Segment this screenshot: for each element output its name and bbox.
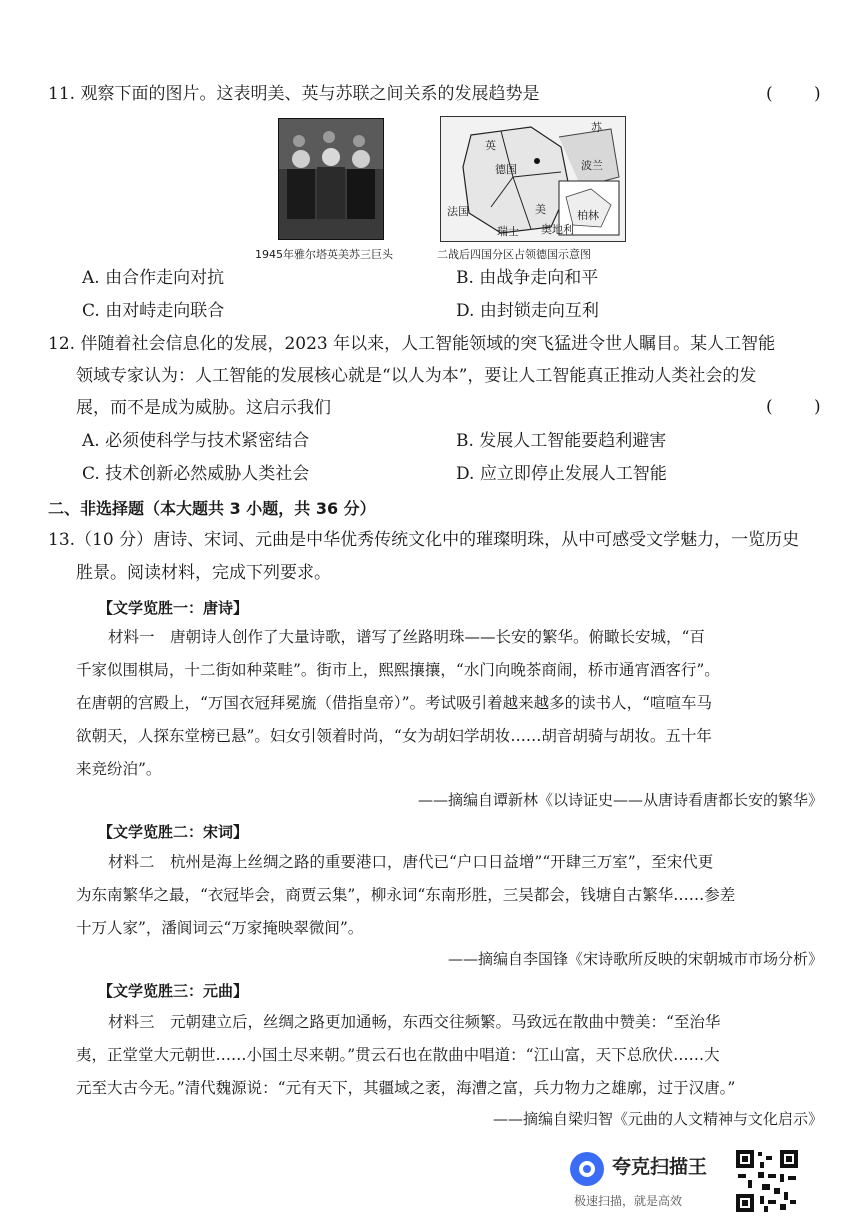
watermark-brand: 夸克扫描王 <box>612 1156 708 1178</box>
qr-code-icon <box>734 1148 800 1214</box>
material2-line1: 材料二 杭州是海上丝绸之路的重要港口，唐代已“户口日益增”“开肆三万室”，至宋代更 <box>108 853 714 871</box>
q12-stem-line3: 展，而不是成为威胁。这启示我们 <box>76 398 331 418</box>
map-label-us-zone: 美 <box>535 203 546 216</box>
q11-option-b[interactable]: B. 由战争走向和平 <box>456 268 599 288</box>
block3-title: 【文学览胜三：元曲】 <box>98 982 249 1000</box>
material1-source: ——摘编自谭新林《以诗证史——从唐诗看唐都长安的繁华》 <box>417 791 823 809</box>
material2-line2: 为东南繁华之最，“衣冠毕会，商贾云集”，柳永词“东南形胜，三吴都会，钱塘自古繁华……参差 <box>76 886 736 904</box>
yalta-photo <box>278 118 384 240</box>
q12-stem-line1: 12. 伴随着社会信息化的发展，2023 年以来，人工智能领域的突飞猛进令世人瞩目。某人工智能 <box>48 334 776 354</box>
material2-line3: 十万人家”，潘阆词云“万家掩映翠微间”。 <box>76 919 364 937</box>
block1-title: 【文学览胜一：唐诗】 <box>98 599 249 617</box>
q12-option-b[interactable]: B. 发展人工智能要趋利避害 <box>456 431 667 451</box>
q12-option-d[interactable]: D. 应立即停止发展人工智能 <box>456 464 667 484</box>
block2-title: 【文学览胜二：宋词】 <box>98 823 249 841</box>
material1-line5: 来竞纷泊”。 <box>76 760 162 778</box>
map-label-austria: 奥地利 <box>541 223 574 236</box>
material3-line2: 夷，正堂堂大元朝世……小国土尽来朝。”贯云石也在散曲中唱道：“江山富，天下总欣伏……大 <box>76 1046 720 1064</box>
map-label-germany: 德国 <box>495 163 517 176</box>
material3-line1: 材料三 元朝建立后，丝绸之路更加通畅，东西交往频繁。马致远在散曲中赞美：“至治华 <box>108 1013 721 1031</box>
q12-stem-line2: 领域专家认为：人工智能的发展核心就是“以人为本”，要让人工智能真正推动人类社会的发 <box>76 366 757 386</box>
material1-line3: 在唐朝的宫殿上，“万国衣冠拜冕旒（借指皇帝）”。考试吸引着越来越多的读书人，“喧喧车马 <box>76 694 713 712</box>
q12-option-a[interactable]: A. 必须使科学与技术紧密结合 <box>82 431 310 451</box>
material2-source: ——摘编自李国锋《宋诗歌所反映的宋朝城市市场分析》 <box>447 950 823 968</box>
map-label-uk-zone: 英 <box>485 139 496 152</box>
material1-line2: 千家似围棋局，十二街如种菜畦”。街市上，熙熙攘攘，“水门向晚茶商闹，桥市通宵酒客行”。 <box>76 661 720 679</box>
yalta-caption: 1945年雅尔塔英美苏三巨头 <box>255 248 393 261</box>
q11-option-a[interactable]: A. 由合作走向对抗 <box>82 268 225 288</box>
q13-stem-line1: 13.（10 分）唐诗、宋词、元曲是中华优秀传统文化中的璀璨明珠，从中可感受文学魅力，一览历史 <box>48 530 800 550</box>
q11-option-c[interactable]: C. 由对峙走向联合 <box>82 301 225 321</box>
q12-option-c[interactable]: C. 技术创新必然威胁人类社会 <box>82 464 310 484</box>
map-label-ussr: 苏 <box>591 121 602 134</box>
quark-logo-icon <box>568 1150 606 1188</box>
q11-answer-bracket: ( ) <box>766 84 839 104</box>
map-caption: 二战后四国分区占领德国示意图 <box>437 248 591 261</box>
yalta-photo-image <box>279 119 383 239</box>
material1-line1: 材料一 唐朝诗人创作了大量诗歌，谱写了丝路明珠——长安的繁华。俯瞰长安城，“百 <box>108 628 705 646</box>
watermark-slogan: 极速扫描，就是高效 <box>574 1194 683 1208</box>
map-label-poland: 波兰 <box>581 159 603 172</box>
q13-stem-line2: 胜景。阅读材料，完成下列要求。 <box>76 563 331 583</box>
q11-stem: 11. 观察下面的图片。这表明美、英与苏联之间关系的发展趋势是 <box>48 84 540 104</box>
germany-occupation-map <box>440 116 626 242</box>
q12-answer-bracket: ( ) <box>766 397 839 417</box>
section-2-heading: 二、非选择题（本大题共 3 小题，共 36 分） <box>48 499 376 518</box>
material3-line3: 元至大古今无。”清代魏源说：“元有天下，其疆域之袤，海漕之富，兵力物力之雄廓，过于汉唐。” <box>76 1079 736 1097</box>
map-label-switzerland: 瑞士 <box>497 225 519 238</box>
map-label-france: 法国 <box>447 205 469 218</box>
q11-option-d[interactable]: D. 由封锁走向互利 <box>456 301 599 321</box>
material1-line4: 欲朝天，人探东堂榜已悬”。妇女引领着时尚，“女为胡妇学胡妆……胡音胡骑与胡妆。五十年 <box>76 727 712 745</box>
material3-source: ——摘编自梁归智《元曲的人文精神与文化启示》 <box>492 1110 823 1128</box>
map-label-berlin: 柏林 <box>577 209 599 222</box>
